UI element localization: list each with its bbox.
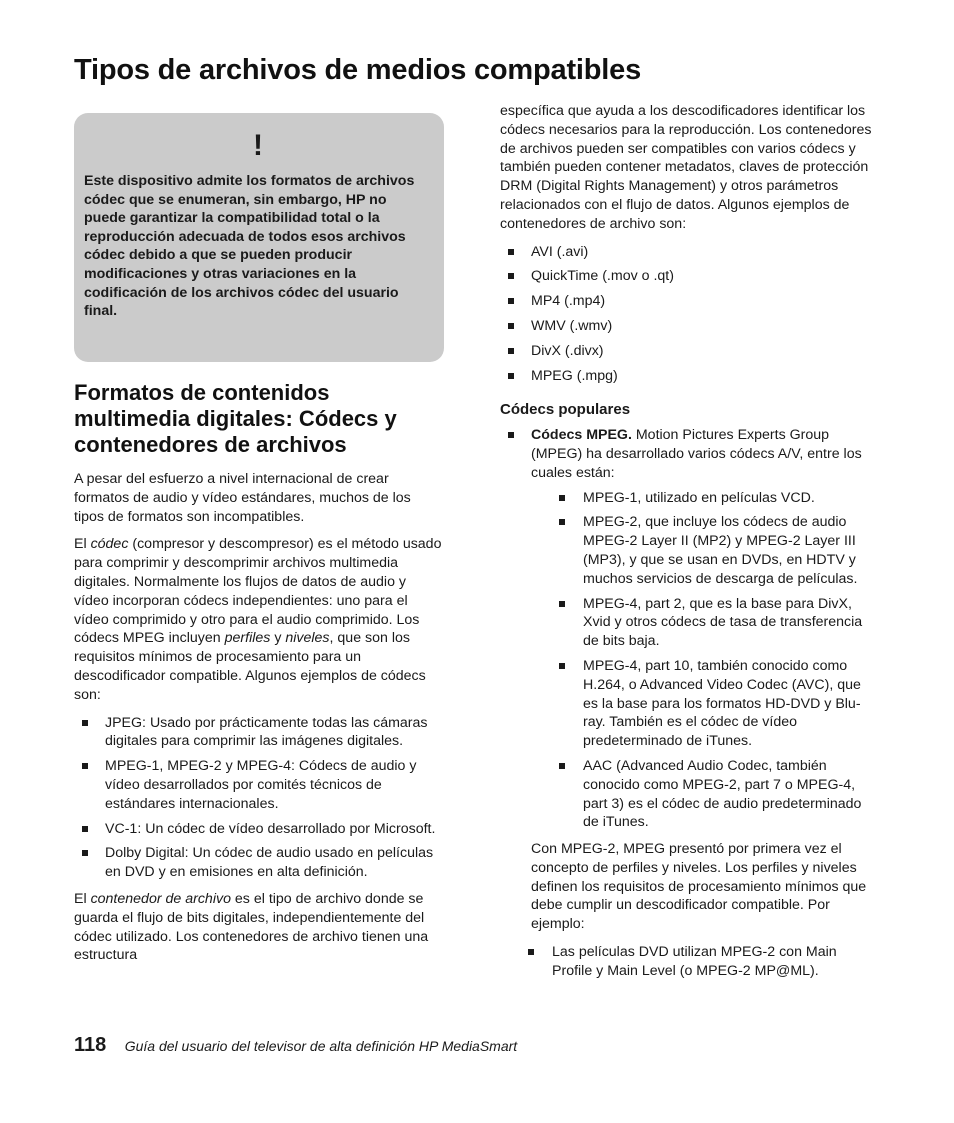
- list-item: QuickTime (.mov o .qt): [500, 267, 872, 286]
- list-item: MPEG-2, que incluye los códecs de audio MPEG-2 Layer II (MP2) y MPEG-2 Layer III (MP3), y que se usan en DVDs, en HDTV y muchos servicios de descarga de películas.: [557, 513, 872, 588]
- left-column: [74, 113, 444, 974]
- list-item: Dolby Digital: Un códec de audio usado en películas en DVD y en emisiones en alta definición.: [74, 844, 444, 882]
- list-item: Las películas DVD utilizan MPEG-2 con Main Profile y Main Level (o MPEG-2 MP@ML).: [526, 943, 872, 981]
- page-number: 118: [74, 1034, 107, 1056]
- profiles-paragraph: Con MPEG-2, MPEG presentó por primera vez el concepto de perfiles y niveles. Los perfiles y niveles definen los requisitos de procesamiento mínimos que debe cumplir un descodificador compatible. Por ejemplo:: [531, 841, 867, 933]
- term-levels: niveles: [285, 630, 330, 647]
- container-paragraph-continued: específica que ayuda a los descodificadores identificar los códecs necesarios para la reproducción. Los contenedores de archivos pueden ser compatibles con varios códecs y también pueden contener metadatos, claves de protección DRM (Digital Rights Management) y otros parámetros relacionados con el flujo de datos. Algunos ejemplos de contenedores de archivo son:: [500, 103, 872, 232]
- term-codec: códec: [90, 536, 129, 553]
- list-item: MP4 (.mp4): [500, 292, 872, 311]
- intro-paragraph: A pesar del esfuerzo a nivel internacional de crear formatos de audio y vídeo estándares, muchos de los tipos de formatos son incompatibles.: [74, 471, 411, 525]
- list-item: MPEG-4, part 2, que es la base para DivX, Xvid y otros códecs de tasa de transferencia de bits baja.: [557, 595, 872, 651]
- page-footer: [74, 1034, 517, 1057]
- codec-paragraph: El códec (compresor y descompresor) es el método usado para comprimir y descomprimir archivos multimedia digitales. Normalmente los flujos de datos de audio y vídeo incorporan códecs independientes: uno para el vídeo comprimido y otro para el audio comprimido. Los códecs MPEG incluyen perfiles y niveles, que son los requisitos mínimos de procesamiento para un descodificador compatible. Algunos ejemplos de códecs son:: [74, 536, 442, 703]
- note-text: Este dispositivo admite los formatos de archivos códec que se enumeran, sin embargo, HP no puede garantizar la compatibilidad total o la reproducción adecuada de todos esos archivos códec debido a que se pueden producir modificaciones y otras variaciones en la codificación de los archivos códec del usuario final.: [84, 173, 415, 320]
- list-item: VC-1: Un códec de vídeo desarrollado por Microsoft.: [74, 820, 444, 839]
- term-container: contenedor de archivo: [90, 890, 231, 907]
- list-item: MPEG-1, utilizado en películas VCD.: [557, 489, 872, 508]
- list-item: MPEG-1, MPEG-2 y MPEG-4: Códecs de audio y vídeo desarrollados por comités técnicos de estándares internacionales.: [74, 757, 444, 813]
- term-profiles: perfiles: [224, 630, 271, 647]
- mpeg-label: Códecs MPEG.: [531, 427, 632, 444]
- exclamation-icon: !: [253, 129, 263, 162]
- popular-codecs-list: [500, 426, 872, 832]
- page-title: Tipos de archivos de medios compatibles: [74, 54, 642, 86]
- codec-examples-list: [74, 714, 444, 882]
- list-item: DivX (.divx): [500, 342, 872, 361]
- caution-note: [74, 113, 444, 362]
- containers-list: [500, 243, 872, 386]
- section-title: Formatos de contenidos multimedia digitales: Códecs y contenedores de archivos: [74, 380, 397, 457]
- list-item-mpeg: Códecs MPEG. Motion Pictures Experts Group (MPEG) ha desarrollado varios códecs A/V, entre los cuales están: MPEG-1, utilizado en películas VCD. MPEG-2, que incluye los códecs de audio MPEG-2 Layer II (MP2) y MPEG-2 Layer III (MP3), y que se usan en DVDs, en HDTV y muchos servicios de descarga de películas. MPEG-4, part 2, que es la base para DivX, Xvid y otros códecs de tasa de transferencia de bits baja. MPEG-4, part 10, también conocido como H.264, o Advanced Video Codec (AVC), que es la base para los formatos HD-DVD y Blu-ray. También es el códec de vídeo predeterminado de iTunes. AAC (Advanced Audio Codec, también conocido como MPEG-2, part 7 o MPEG-4, part 3) es el códec de audio predeterminado de iTunes.: [500, 426, 872, 832]
- mpeg-codecs-list: [557, 489, 872, 833]
- list-item: AVI (.avi): [500, 243, 872, 262]
- container-paragraph: El contenedor de archivo es el tipo de archivo donde se guarda el flujo de bits digitales, independientemente del códec utilizado. Los contenedores de archivo tienen una estructura: [74, 890, 429, 964]
- list-item: AAC (Advanced Audio Codec, también conocido como MPEG-2, part 7 o MPEG-4, part 3) es el códec de audio predeterminado de iTunes.: [557, 757, 872, 832]
- list-item: MPEG (.mpg): [500, 367, 872, 386]
- right-column: [500, 102, 872, 989]
- footer-text: Guía del usuario del televisor de alta definición HP MediaSmart: [124, 1038, 518, 1054]
- subsection-title: Códecs populares: [500, 401, 631, 419]
- list-item: MPEG-4, part 10, también conocido como H.264, o Advanced Video Codec (AVC), que es la base para los formatos HD-DVD y Blu-ray. También es el códec de vídeo predeterminado de iTunes.: [557, 657, 872, 751]
- list-item: JPEG: Usado por prácticamente todas las cámaras digitales para comprimir las imágenes digitales.: [74, 714, 444, 752]
- list-item: WMV (.wmv): [500, 317, 872, 336]
- profiles-list: [526, 943, 872, 981]
